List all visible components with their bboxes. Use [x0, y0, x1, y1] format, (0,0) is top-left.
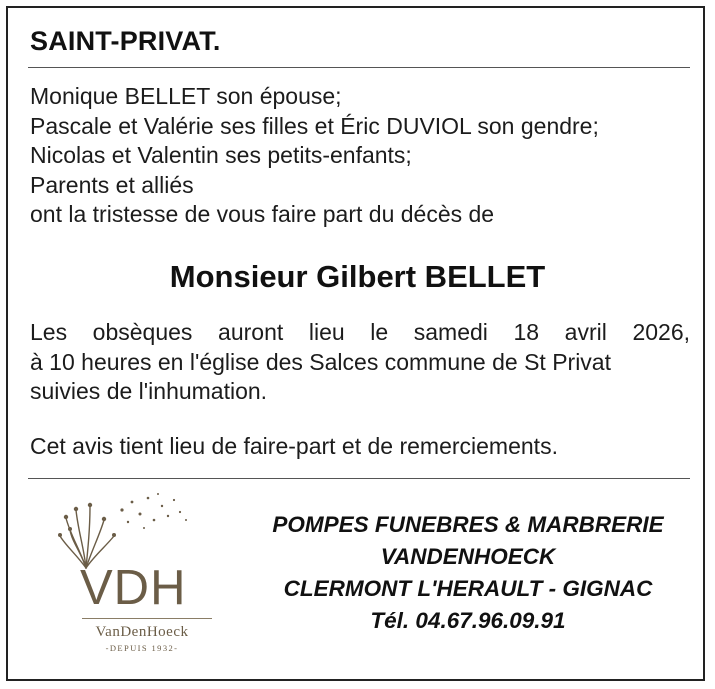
deceased-name: Monsieur Gilbert BELLET	[169, 259, 546, 294]
closing-line: Cet avis tient lieu de faire-part et de remerciements.	[30, 433, 558, 459]
bottom-divider	[28, 478, 690, 479]
funeral-line: à 10 heures en l'église des Salces commune de St Privat	[30, 348, 611, 375]
family-line: Monique BELLET son épouse;	[30, 83, 342, 109]
family-line: Pascale et Valérie ses filles et Éric DUVIOL son gendre;	[30, 112, 599, 139]
funeral-details	[30, 318, 690, 407]
company-name: VANDENHOECK	[380, 544, 556, 569]
company-phone: Tél. 04.67.96.09.91	[370, 608, 566, 633]
top-divider	[28, 67, 690, 68]
family-line: ont la tristesse de vous faire part du décès de	[30, 201, 495, 227]
company-line: POMPES FUNEBRES & MARBRERIE	[272, 512, 664, 537]
notice-town: SAINT-PRIVAT.	[30, 26, 221, 56]
company-block	[258, 509, 678, 637]
logo-since: -DEPUIS 1932-	[105, 643, 179, 653]
family-line: Parents et alliés	[30, 171, 194, 198]
logo-initials: VDH	[80, 561, 187, 615]
funeral-line: suivies de l'inhumation.	[30, 378, 268, 404]
family-announcement	[30, 82, 599, 230]
dandelion-icon	[56, 490, 228, 570]
vandenhoeck-logo	[56, 490, 228, 662]
logo-divider	[82, 618, 212, 619]
company-locations: CLERMONT L'HERAULT - GIGNAC	[283, 576, 653, 601]
family-line: Nicolas et Valentin ses petits-enfants;	[30, 142, 412, 168]
logo-name: VanDenHoeck	[95, 624, 189, 640]
funeral-line: Les obsèques auront lieu le samedi 18 avril 2026,	[30, 319, 690, 345]
